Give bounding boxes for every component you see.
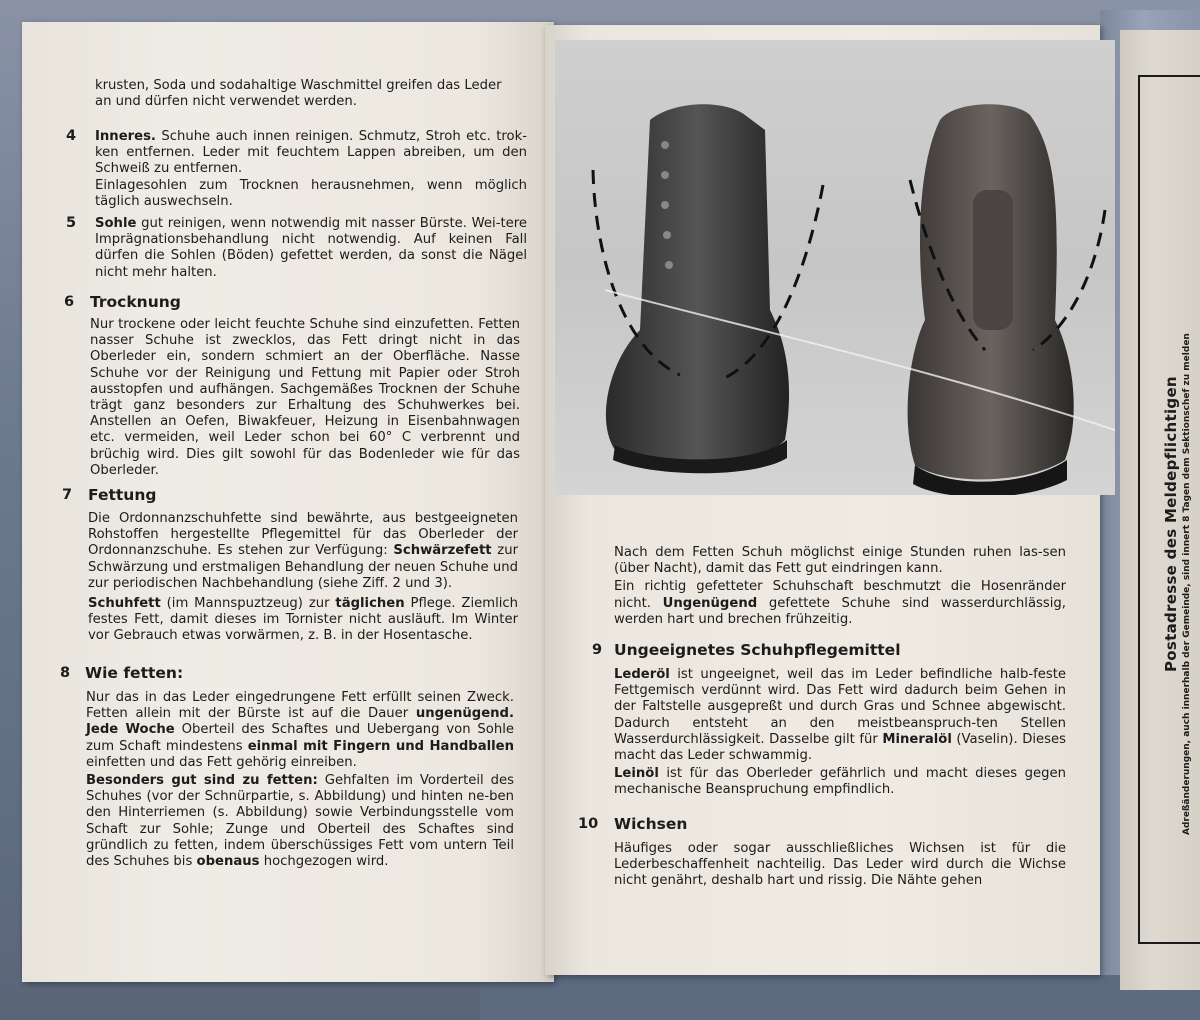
- section-7-title: Fettung: [88, 486, 157, 504]
- section-7-number: 7: [62, 487, 73, 503]
- section-9-p2-bold: Leinöl: [614, 766, 659, 782]
- section-7-bold: Schwärzefett: [393, 543, 492, 559]
- section-8-p1-c: einfetten und das Fett gehörig einreiben.: [86, 754, 357, 770]
- intro-text: [95, 78, 527, 110]
- section-4: [95, 129, 527, 210]
- section-7-body-b: zur Schwärzung und erstmaligen Behandlung der neuen Schuhe und zur periodischen Nachbehandlung (siehe Ziff. 2 und 3).: [88, 543, 518, 591]
- boots-illustration: [555, 40, 1115, 495]
- section-8-p1-bold: ungenügend.: [415, 706, 514, 722]
- section-6-title: Trocknung: [90, 293, 181, 311]
- section-6-number: 6: [64, 294, 75, 310]
- section-8-p1-bold2: Jede Woche: [86, 722, 175, 738]
- section-7-body-a: Die Ordonnanzschuhfette sind bewährte, aus bestgeeigneten Rohstoffen hergestellte Pflegemittel für das Oberleder der Ordonnanzschuhe. Es stehen zur Verfügung:: [88, 511, 518, 559]
- section-8: [86, 690, 514, 870]
- section-8-p1-b: Oberteil des Schaftes und Uebergang von Sohle zum Schaft mindestens: [86, 722, 514, 754]
- section-8-p1-bold3: einmal mit Fingern und Handballen: [247, 738, 514, 754]
- section-7-p2-a: (im Mannspuztzeug) zur: [160, 596, 336, 612]
- section-7-p2-bold: Schuhfett: [88, 596, 161, 612]
- boot-front-illustration: [593, 104, 823, 473]
- section-10-title: Wichsen: [614, 815, 688, 833]
- section-8-title: Wie fetten:: [85, 664, 184, 682]
- section-9-p1-bold2: Mineralöl: [882, 731, 952, 747]
- section-8-p1-a: Nur das in das Leder eingedrungene Fett erfüllt seinen Zweck. Fetten allein mit der Bürste ist auf die Dauer: [86, 690, 514, 722]
- section-10: [614, 841, 1066, 890]
- section-9-title: Ungeeignetes Schuhpflegemittel: [614, 641, 901, 659]
- section-9: [614, 667, 1066, 799]
- left-page: [22, 22, 554, 982]
- section-5-lead: Sohle: [95, 216, 137, 231]
- boot-back-illustration: [908, 104, 1105, 495]
- section-7-p2-bold2: täglichen: [335, 596, 405, 612]
- section-6: [90, 317, 520, 479]
- section-10-body: Häufiges oder sogar ausschließliches Wichsen ist für die Lederbeschaffenheit nachteilig. Das Leder wird durch die Wichse nicht genährt, deshalb hart und rissig. Die Nähte gehen: [614, 841, 1066, 889]
- right-intro-p1: Nach dem Fetten Schuh möglichst einige Stunden ruhen las-sen (über Nacht), damit das Fett gut eindringen kann.: [614, 545, 1066, 577]
- section-5-body: gut reinigen, wenn notwendig mit nasser Bürste. Wei-tere Imprägnationsbehandlung nicht notwendig. Auf keinen Fall dürfen die Sohlen (Böden) gefettet werden, da sonst die Nägel nicht mehr halten.: [95, 216, 527, 280]
- section-9-p1-bold: Lederöl: [614, 667, 670, 682]
- section-8-p2-bold2: obenaus: [196, 854, 260, 870]
- boots-photo: [555, 40, 1115, 495]
- side-page-note: Adreßänderungen, auch innerhalb der Gemeinde, sind innert 8 Tagen dem Sektionschef zu melden: [1182, 333, 1192, 835]
- section-4-number: 4: [66, 128, 77, 144]
- section-9-number: 9: [592, 642, 603, 658]
- section-10-number: 10: [578, 816, 599, 832]
- right-intro-p2-bold: Ungenügend: [662, 595, 758, 611]
- section-9-p1-b: (Vaselin). Dieses macht das Leder schwammig.: [614, 731, 1066, 764]
- intro-line-1: krusten, Soda und sodahaltige Waschmittel greifen das Leder: [95, 78, 502, 93]
- right-intro: [614, 545, 1066, 628]
- right-intro-p2-a: Ein richtig gefetteter Schuhschaft beschmutzt die Hosenränder nicht.: [614, 579, 1066, 611]
- booklet-cover-bottom: [480, 975, 1200, 1020]
- section-4-p2: Einlagesohlen zum Trocknen herausnehmen, wenn möglich täglich auswechseln.: [95, 177, 527, 209]
- section-9-p1-a: ist ungeeignet, weil das im Leder befindliche halb-feste Fettgemisch verdünnt wird. Das Fett wird dadurch beim Gehen in der Faltstelle ausgepreßt und durch Gras und Schnee abgewischt. Dadurch entsteht an den meistbeanspruch-ten Stellen Wasserdurchlässigkeit. Dasselbe gilt für: [614, 667, 1066, 747]
- section-7-p2-b: Pflege. Ziemlich festes Fett, damit dieses im Tornister nicht ausläuft. Im Winter vor Gebrauch etwas vorwärmen, z. B. in der Hosentasche.: [88, 596, 519, 644]
- side-page-title: Postadresse des Meldepflichtigen: [1162, 376, 1180, 672]
- section-5-number: 5: [66, 215, 77, 231]
- section-8-p2-a: Gehfalten im Vorderteil des Schuhes (vor der Schnürpartie, s. Abbildung) und hinten ne-ben den Hinterriemen (s. Abbildung) sowie Verbindungsstelle vom Schaft zur Sohle; Zunge und Oberteil des Schaftes sind gründlich zu fetten, indem überschüssiges Fett vom untern Teil des Schuhes bis: [86, 773, 514, 870]
- section-6-body: Nur trockene oder leicht feuchte Schuhe sind einzufetten. Fetten nasser Schuhe ist zwecklos, das Fett dringt nicht in das Oberleder ein, sondern schmiert an der Oberfläche. Nasse Schuhe vor der Reinigung und Fettung mit Papier oder Stroh ausstopfen und aufhängen. Sachgemäßes Trocknen der Schuhe trägt ganz besonders zur Erhaltung des Schuhwerkes bei. Anstellen an Oefen, Biwakfeuer, Heizung in Eisenbahnwagen etc. vermeiden, weil Leder schon bei 60° C verbrennt und brüchig wird. Dies gilt sowohl für das Bodenleder wie für das Oberleder.: [90, 317, 520, 478]
- section-4-lead-rest: eres.: [118, 129, 156, 144]
- section-8-p2-b: hochgezogen wird.: [259, 854, 389, 870]
- section-5: [95, 216, 527, 281]
- intro-line-2: an und dürfen nicht verwendet werden.: [95, 94, 357, 110]
- section-7: [88, 511, 518, 645]
- section-4-body: Schuhe auch innen reinigen. Schmutz, Stroh etc. trok-ken entfernen. Leder mit feuchtem Lappen abreiben, um den Schweiß zu entfernen.: [95, 129, 527, 177]
- section-8-p2-bold: Besonders gut sind zu fetten:: [86, 773, 318, 789]
- section-4-lead: Inn: [95, 129, 119, 144]
- section-9-p2-a: ist für das Oberleder gefährlich und macht dieses gegen mechanische Beanspruchung empfindlich.: [614, 766, 1066, 798]
- section-8-number: 8: [60, 665, 71, 681]
- right-intro-p2-b: gefettete Schuhe sind wasserdurchlässig, werden hart und brechen frühzeitig.: [614, 595, 1066, 627]
